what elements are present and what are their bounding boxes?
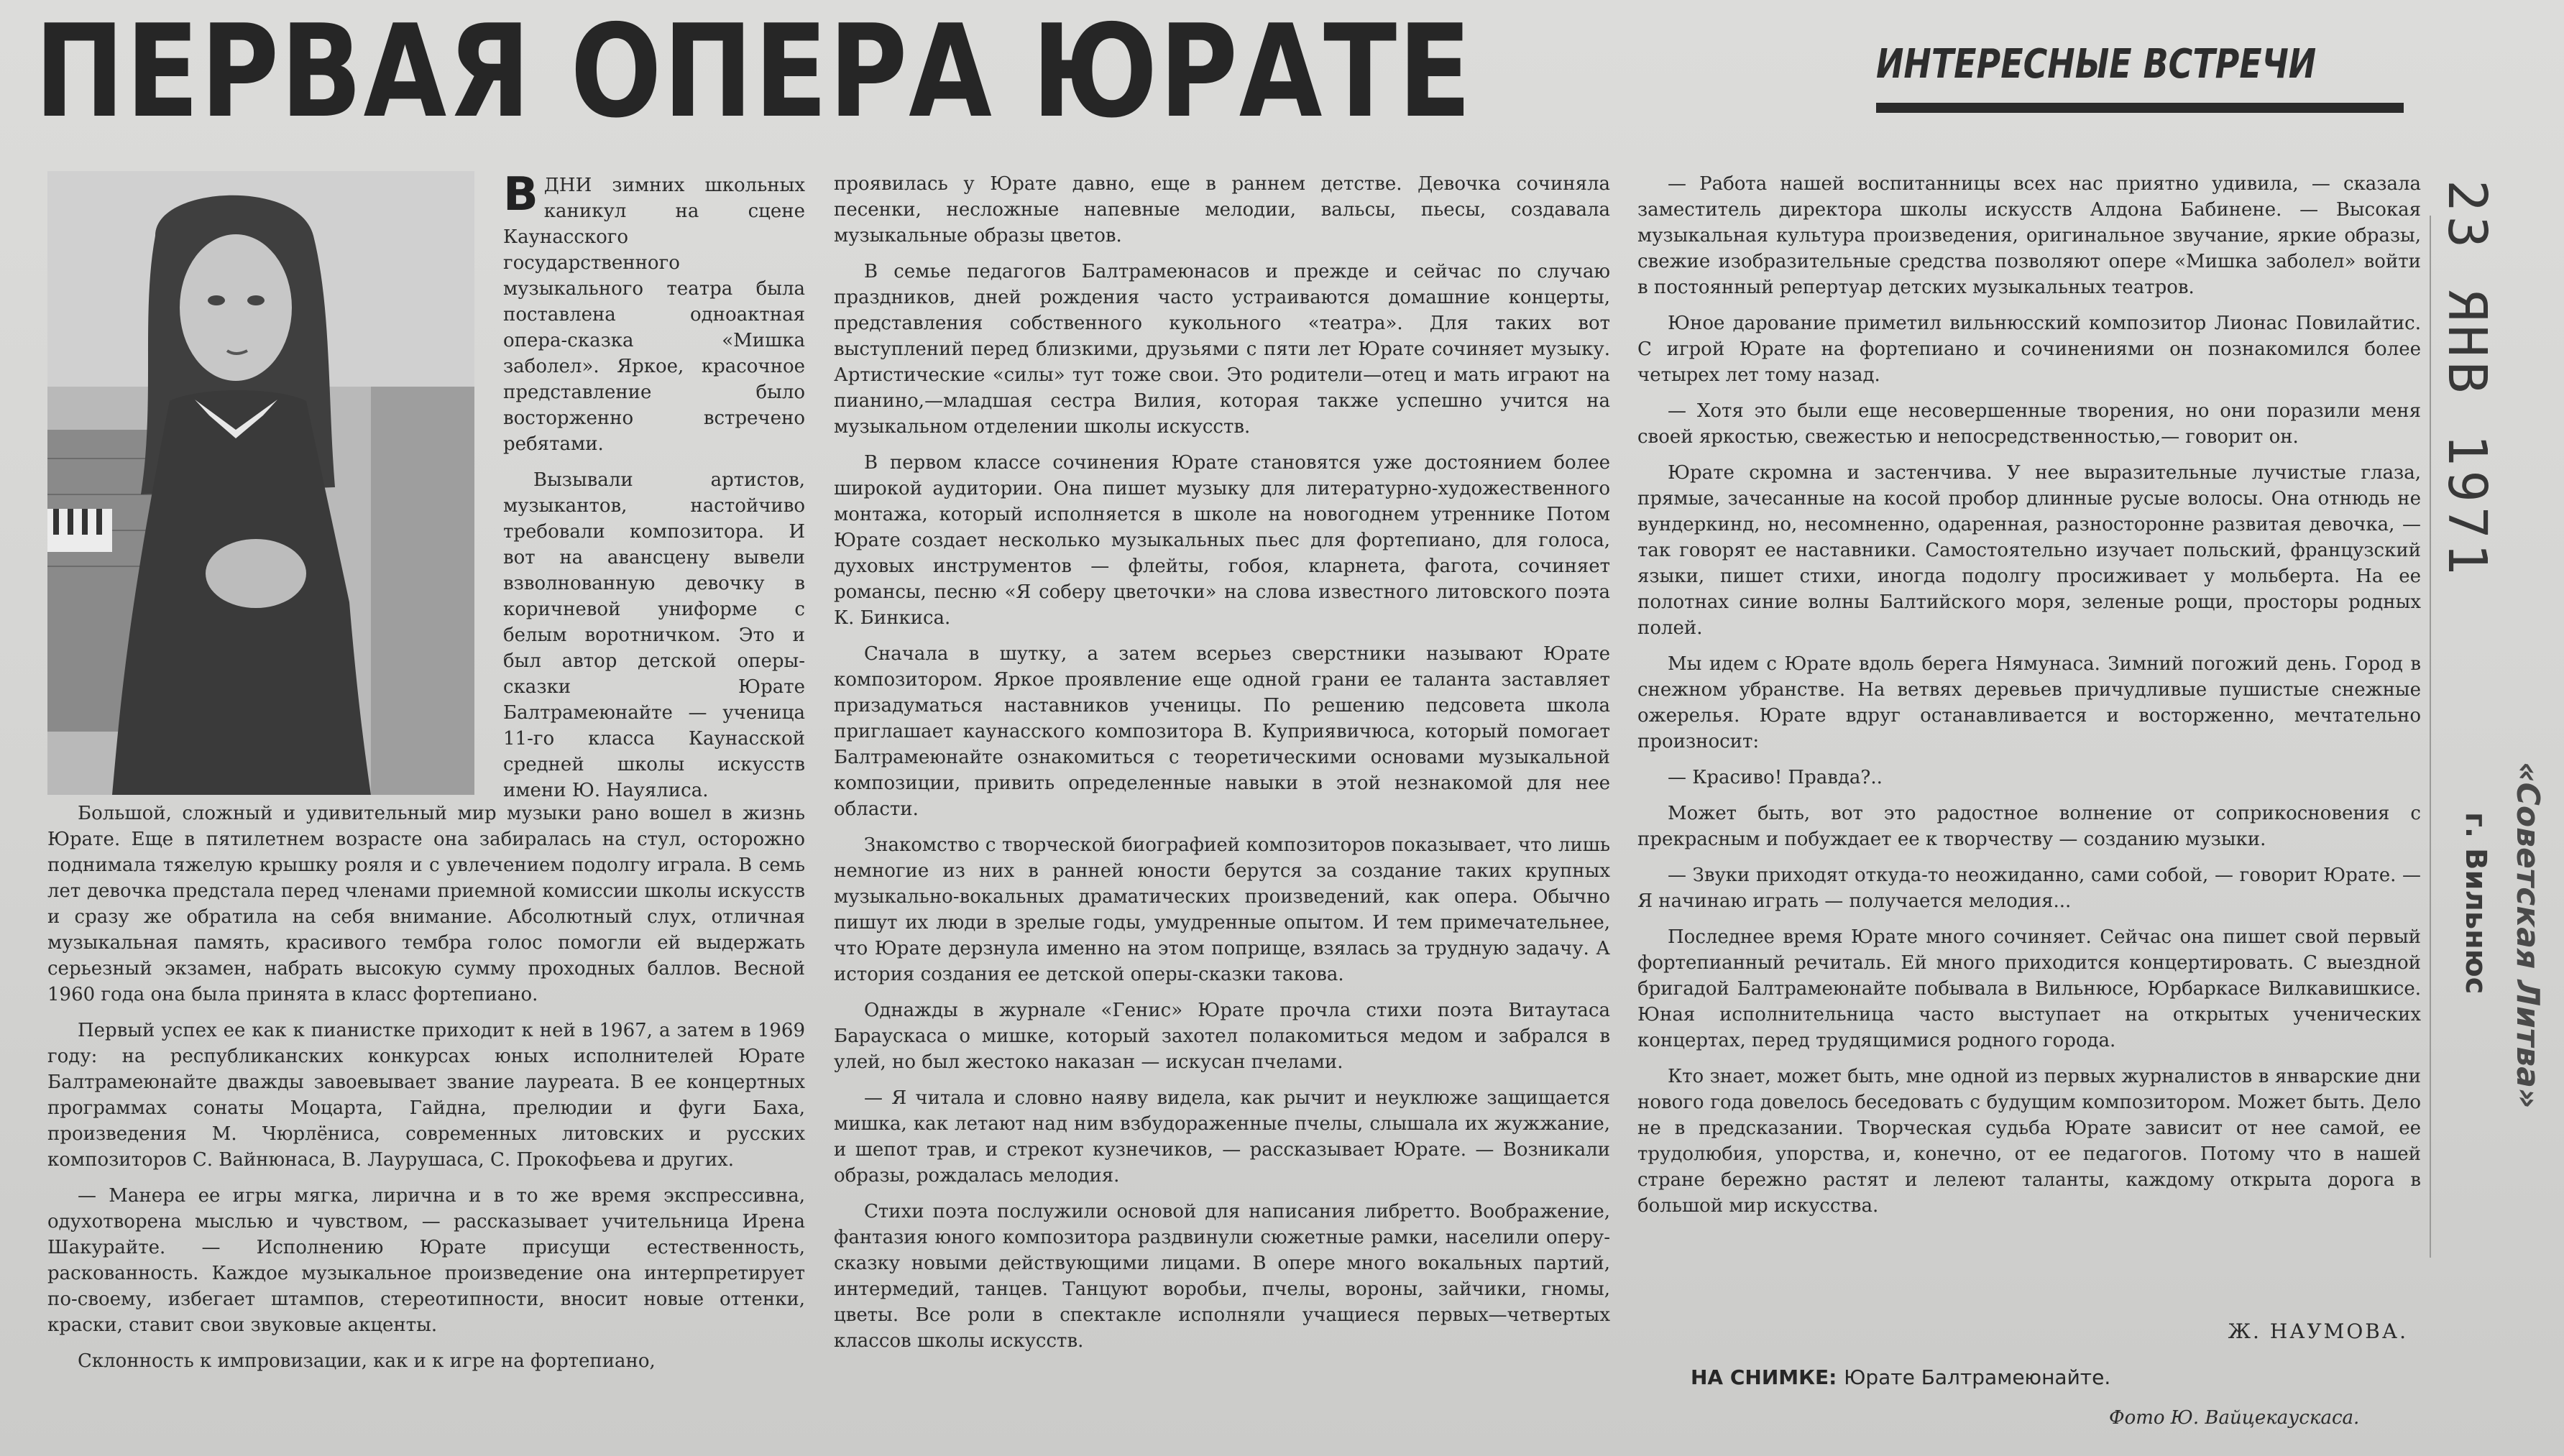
paragraph: Знакомство с творческой биографией композиторов показывает, что лишь немногие из них в ранней юности берутся за создание таких крупных музыкально-вокальных драматических произведений, как опера. Обычно пишут их люди в зрелые годы, умудренные опытом. И тем примечательнее, что Юрате дерзнула именно на этом поприще, взялась за трудную задачу. А история создания ее детской оперы-сказки такова.: [834, 834, 1610, 985]
paragraph: — Хотя это были еще несовершенные творения, но они поразили меня своей яркостью, свежестью и непосредственностью,— говорит он.: [1637, 400, 2421, 448]
paragraph: — Работа нашей воспитанницы всех нас приятно удивила, — сказала заместитель директора школы искусств Алдона Бабинене. — Высокая музыкальная культура произведения, оригинальное звучание, яркие образы, свежие изобразительные средства позволяют опере «Мишка заболел» войти в постоянный репертуар детских музыкальных театров.: [1637, 173, 2421, 298]
photo-caption: [1691, 1365, 2110, 1389]
intro-paragraph: Вызывали артистов, музыкантов, настойчиво требовали композитора. И вот на авансцену вывели взволнованную девочку в коричневой униформе с белым воротничком. Это и был автор детской оперы-сказки Юрате Балтрамеюнайте — ученица 11-го класса Каунасской средней школы искусств имени Ю. Науялиса.: [503, 469, 805, 801]
article-column-3: [1637, 171, 2421, 1450]
paragraph: Мы идем с Юрате вдоль берега Нямунаса. Зимний погожий день. Город в снежном убранстве. На ветвях деревьев причудливые пушистые снежные ожерелья. Юрате вдруг останавливается и восторженно, мечтательно произносит:: [1637, 653, 2421, 752]
paragraph: — Звуки приходят откуда-то неожиданно, сами собой, — говорит Юрате. — Я начинаю играть — получается мелодия...: [1637, 865, 2421, 912]
rubric-underline: [1876, 103, 2404, 113]
paragraph: Может быть, вот это радостное волнение от соприкосновения с прекрасным и побуждает ее к творчеству — созданию музыки.: [1637, 803, 2421, 850]
author-signature: Ж. НАУМОВА.: [2228, 1319, 2408, 1343]
paragraph: Юное дарование приметил вильнюсский композитор Лионас Повилайтис. С игрой Юрате на фортепиано и сочинениями он познакомился более четырех лет тому назад.: [1637, 313, 2421, 386]
article-column-2: [834, 171, 1610, 1450]
paragraph: Большой, сложный и удивительный мир музыки рано вошел в жизнь Юрате. Еще в пятилетнем возрасте она забиралась на стул, осторожно поднимала тяжелую крышку рояля и с увлечением подолгу играла. В семь лет девочка предстала перед членами приемной комиссии школы искусств и сразу же обратила на себя внимание. Абсолютный слух, отличная музыкальная память, красивого тембра голос помогли ей выдержать серьезный экзамен, набрать высокую сумму проходных баллов. Весной 1960 года она была принята в класс фортепиано.: [47, 803, 805, 1005]
caption-label: НА СНИМКЕ:: [1691, 1365, 1837, 1389]
paragraph: проявилась у Юрате давно, еще в раннем детстве. Девочка сочиняла песенки, несложные напевные мелодии, вальсы, пьесы, создавала музыкальные образы цветов.: [834, 173, 1610, 246]
paragraph: Первый успех ее как к пианистке приходит к ней в 1967, а затем в 1969 году: на республиканских конкурсах юных исполнителей Юрате Балтрамеюнайте дважды завоевывает звание лауреата. В ее концертных программах сонаты Моцарта, Гайдна, прелюдии и фуги Баха, произведения М. Чюрлёниса, современных литовских и русских композиторов С. Вайнюнаса, В. Лаурушаса, С. Прокофьева и других.: [47, 1020, 805, 1171]
date-stamp: 23 ЯНВ 1971: [2436, 180, 2498, 580]
paragraph: — Красиво! Правда?..: [1668, 767, 1883, 788]
portrait-illustration: [47, 171, 474, 795]
dropcap: В: [503, 168, 538, 221]
headline: ПЕРВАЯ ОПЕРА ЮРАТЕ: [35, 0, 1473, 146]
city-stamp: г. Вильнюс: [2459, 812, 2492, 995]
intro-column: [503, 168, 805, 801]
paragraph: Сначала в шутку, а затем всерьез сверстники называют Юрате композитором. Яркое проявление еще одной грани ее таланта заставляет призадуматься наставников ученицы. По решению педсовета школа приглашает каунасского композитора В. Куприявичюса, который помогает Балтрамеюнайте ознакомиться с теоретическими основами музыкальной композиции, привить определенные навыки в этой незнакомой для нее области.: [834, 643, 1610, 820]
paragraph: В семье педагогов Балтрамеюнасов и прежде и сейчас по случаю праздников, дней рождения часто устраиваются домашние концерты, представления собственного кукольного «театра». Для таких вот выступлений перед близкими, друзьями с пяти лет Юрате сочиняет музыку. Артистические «силы» тут тоже свои. Это родители—отец и мать играют на пианино,—младшая сестра Вилия, которая также успешно учится на музыкальном отделении школы искусств.: [834, 261, 1610, 438]
paragraph: Склонность к импровизации, как и к игре на фортепиано,: [78, 1350, 656, 1372]
paragraph: Стихи поэта послужили основой для написания либретто. Воображение, фантазия юного композитора раздвинули сюжетные рамки, населили оперу-сказку новыми действующими лицами. В опере много вокальных партий, интермедий, танцев. Танцуют воробьи, пчелы, вороны, зайчики, гномы, цветы. Все роли в спектакле исполняли учащиеся первых—четвертых классов школы искусств.: [834, 1201, 1610, 1352]
paragraph: Последнее время Юрате много сочиняет. Сейчас она пишет свой первый фортепианный речиталь. Ей много приходится концертировать. С выездной бригадой Балтрамеюнайте побывала в Вильнюсе, Юрбаркасе Вилкавишкисе. Юная исполнительница часто выступает на открытых ученических концертах, перед трудящимися родного города.: [1637, 926, 2421, 1051]
source-stamp: «Советская Литва»: [2509, 762, 2546, 1109]
paragraph: Юрате скромна и застенчива. У нее выразительные лучистые глаза, прямые, зачесанные на косой пробор длинные русые волосы. Она отнюдь не вундеркинд, но, несомненно, одаренная, разносторонне развитая девочка, — так говорят ее наставники. Самостоятельно изучает польский, французский языки, пишет стихи, иногда подолгу просиживает у мольберта. На ее полотнах синие волны Балтийского моря, зеленые рощи, просторы родных полей.: [1637, 462, 2421, 639]
paragraph: — Манера ее игры мягка, лирична и в то же время экспрессивна, одухотворена мыслью и чувством, — рассказывает учительница Ирена Шакурайте. — Исполнению Юрате присущи естественность, раскованность. Каждое музыкальное произведение она интерпретирует по-своему, избегает штампов, стереотипности, вносит новые оттенки, краски, ставит свои звуковые акценты.: [47, 1185, 805, 1336]
portrait-photo: [47, 171, 474, 795]
rubric: ИНТЕРЕСНЫЕ ВСТРЕЧИ: [1876, 41, 2317, 88]
margin-line: [2430, 216, 2431, 1258]
paragraph: В первом классе сочинения Юрате становятся уже достоянием более широкой аудитории. Она пишет музыку для литературно-художественного монтажа, который исполняется в школе на новогоднем утреннике Потом Юрате создает несколько музыкальных пьес для фортепиано, для голоса, духовых инструментов — флейты, гобоя, кларнета, фагота, сочиняет романсы, песню «Я соберу цветочки» на слова известного литовского поэта К. Бинкиса.: [834, 452, 1610, 629]
photo-credit: Фото Ю. Вайцекаускаса.: [2109, 1407, 2360, 1429]
paragraph: — Я читала и словно наяву видела, как рычит и неуклюже защищается мишка, как летают над ним взбудораженные пчелы, слышала их жужжание, и шепот трав, и стрекот кузнечиков, — рассказывает Юрате. — Возникали образы, рождалась мелодия.: [834, 1087, 1610, 1187]
paragraph: Однажды в журнале «Генис» Юрате прочла стихи поэта Витаутаса Барауcкаса о мишке, который захотел полакомиться медом и забрался в улей, но был жестоко наказан — искусан пчелами.: [834, 1000, 1610, 1073]
caption-text: Юрате Балтрамеюнайте.: [1844, 1365, 2111, 1389]
intro-paragraph: ДНИ зимних школьных каникул на сцене Каунасского государственного музыкального театра была поставлена одноактная опера-сказка «Мишка заболел». Яркое, красочное представление было восторженно встречено ребятами.: [503, 175, 805, 455]
article-column-1: [47, 801, 805, 1447]
paragraph: Кто знает, может быть, мне одной из первых журналистов в январские дни нового года довелось беседовать с будущим композитором. Может быть. Дело не в предсказании. Творческая судьба Юрате зависит от нее самой, ее трудолюбия, упорства, и, конечно, от ее педагогов. Потому что в нашей стране бережно растят и лелеют таланты, каждому открыта дорога в большой мир искусства.: [1637, 1066, 2421, 1217]
